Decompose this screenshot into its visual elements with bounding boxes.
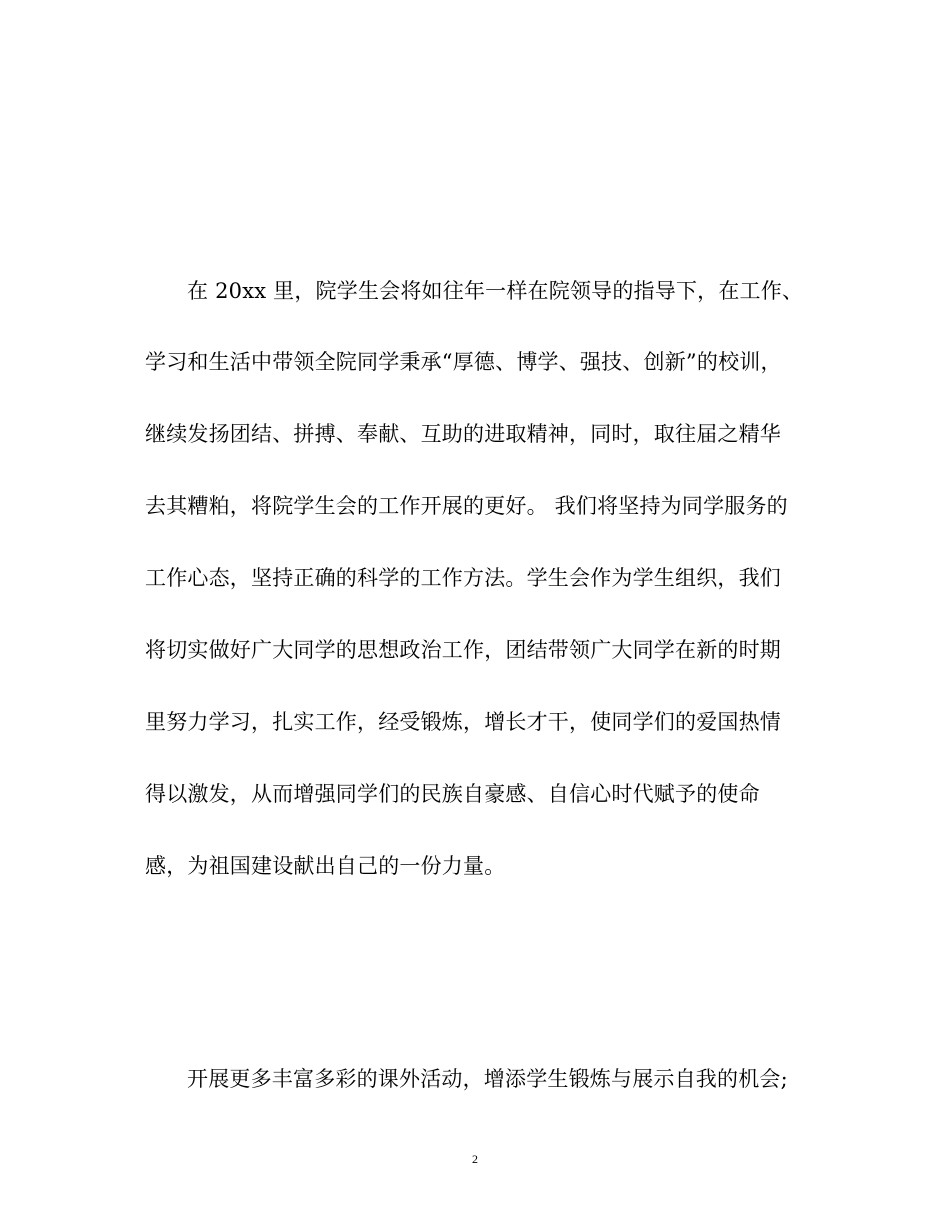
paragraph-1-line-3: 继续发扬团结、拼搏、奉献、互助的进取精神，同时，取往届之精华 (145, 422, 781, 446)
paragraph-1-line-6: 将切实做好广大同学的思想政治工作，团结带领广大同学在新的时期 (145, 638, 781, 662)
paragraph-1-line-2: 学习和生活中带领全院同学秉承“厚德、博学、强技、创新”的校训， (145, 350, 782, 374)
paragraph-1-line-4: 去其糟粕，将院学生会的工作开展的更好。 我们将坚持为同学服务的 (145, 494, 788, 518)
paragraph-1-line-7: 里努力学习，扎实工作，经受锻炼，增长才干，使同学们的爱国热情 (145, 710, 781, 734)
paragraph-1-line-8: 得以激发，从而增强同学们的民族自豪感、自信心时代赋予的使命 (145, 782, 760, 806)
paragraph-1-line-5: 工作心态，坚持正确的科学的工作方法。学生会作为学生组织，我们 (145, 566, 781, 590)
paragraph-2-line-1: 开展更多丰富多彩的课外活动，增添学生锻炼与展示自我的机会; (187, 1067, 788, 1091)
paragraph-1-line-9: 感，为祖国建设献出自己的一份力量。 (145, 854, 506, 878)
paragraph-1-line-1: 在 20xx 里，院学生会将如往年一样在院领导的指导下，在工作、 (187, 279, 804, 303)
page-number: 2 (472, 1152, 478, 1166)
